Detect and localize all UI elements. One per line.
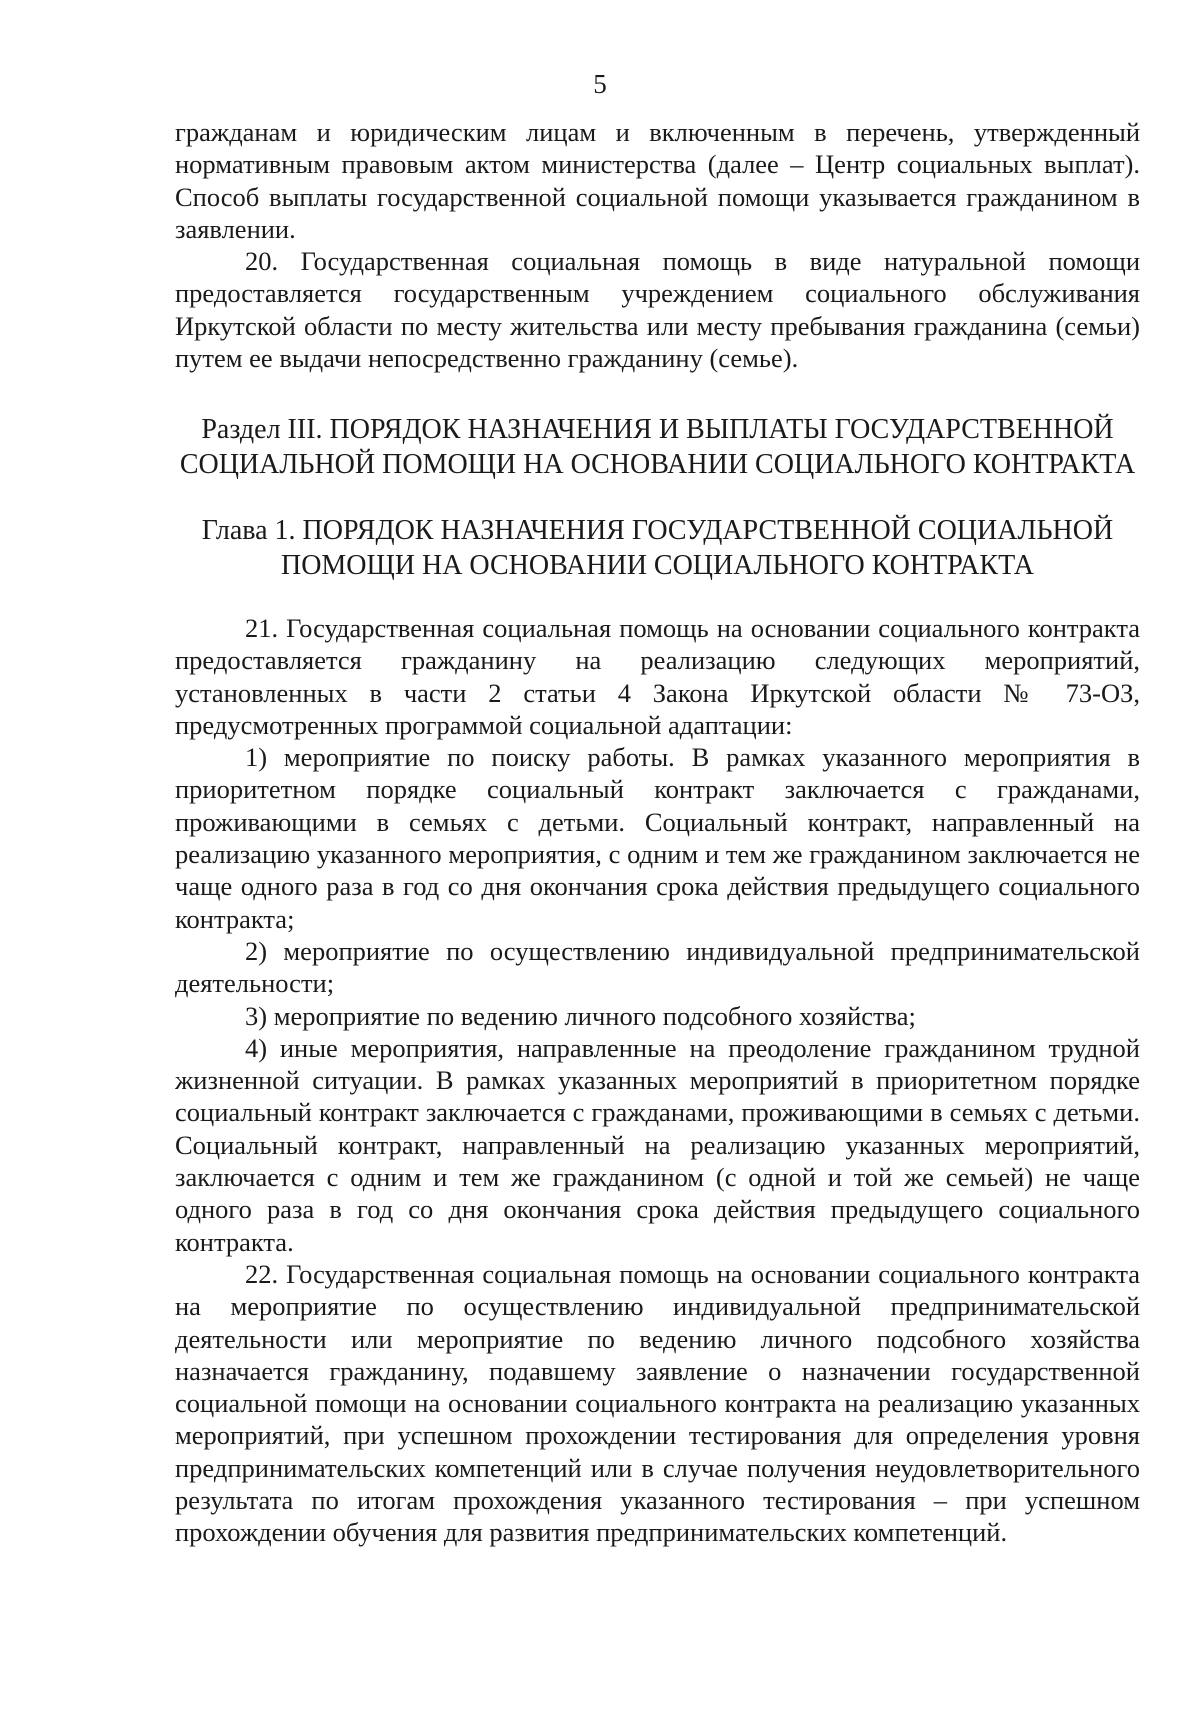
paragraph-item-20: 20. Государственная социальная помощь в виде натуральной помощи предоставляется государственным учреждением социального обслуживания Иркутской области по месту жительства или месту пребывания гражданина (семьи) путем ее выдачи непосредственно гражданину (семье). [175, 246, 1140, 374]
chapter-heading-line2: ПОМОЩИ НА ОСНОВАНИИ СОЦИАЛЬНОГО КОНТРАКТА [280, 550, 1035, 581]
section-heading [160, 412, 1155, 482]
section-heading-line1: Раздел III. ПОРЯДОК НАЗНАЧЕНИЯ И ВЫПЛАТЫ ГОСУДАРСТВЕННОЙ [201, 414, 1114, 445]
paragraph-item-22: 22. Государственная социальная помощь на основании социального контракта на мероприятие по осуществлению индивидуальной предпринимательской деятельности или мероприятие по ведению личного подсобного хозяйства назначается гражданину, подавшему заявление о назначении государственной социальной помощи на основании социального контракта на реализацию указанных мероприятий, при успешном прохождении тестирования для определения уровня предпринимательских компетенций или в случае получения неудовлетворительного результата по итогам прохождения указанного тестирования – при успешном прохождении обучения для развития предпринимательских компетенций. [175, 1258, 1140, 1548]
main-block [175, 612, 1140, 1549]
paragraph-sub-2: 2) мероприятие по осуществлению индивидуальной предпринимательской деятельности; [175, 935, 1140, 999]
chapter-heading-line1: Глава 1. ПОРЯДОК НАЗНАЧЕНИЯ ГОСУДАРСТВЕННОЙ СОЦИАЛЬНОЙ [201, 515, 1114, 546]
page-number: 5 [593, 69, 607, 99]
paragraph-item-21: 21. Государственная социальная помощь на основании социального контракта предоставляется гражданину на реализацию следующих мероприятий, установленных в части 2 статьи 4 Закона Иркутской области № 73-ОЗ, предусмотренных программой социальной адаптации: [175, 613, 1140, 740]
chapter-heading [160, 513, 1155, 583]
section-heading-line2: СОЦИАЛЬНОЙ ПОМОЩИ НА ОСНОВАНИИ СОЦИАЛЬНОГО КОНТРАКТА [179, 449, 1136, 480]
paragraph-sub-3: 3) мероприятие по ведению личного подсобного хозяйства; [245, 1000, 916, 1031]
intro-block [175, 116, 1140, 374]
paragraph-sub-1: 1) мероприятие по поиску работы. В рамках указанного мероприятия в приоритетном порядке социальный контракт заключается с гражданами, проживающими в семьях с детьми. Социальный контракт, направленный на реализацию указанного мероприятия, с одним и тем же гражданином заключается не чаще одного раза в год со дня окончания срока действия предыдущего социального контракта; [175, 742, 1140, 934]
paragraph-sub-4: 4) иные мероприятия, направленные на преодоление гражданином трудной жизненной ситуации. В рамках указанных мероприятий в приоритетном порядке социальный контракт заключается с гражданами, проживающими в семьях с детьми. Социальный контракт, направленный на реализацию указанных мероприятий, заключается с одним и тем же гражданином (с одной и той же семьей) не чаще одного раза в год со дня окончания срока действия предыдущего социального контракта. [175, 1032, 1140, 1257]
paragraph-continuation: гражданам и юридическим лицам и включенным в перечень, утвержденный нормативным правовым актом министерства (далее – Центр социальных выплат). Способ выплаты государственной социальной помощи указывается гражданином в заявлении. [175, 117, 1140, 244]
